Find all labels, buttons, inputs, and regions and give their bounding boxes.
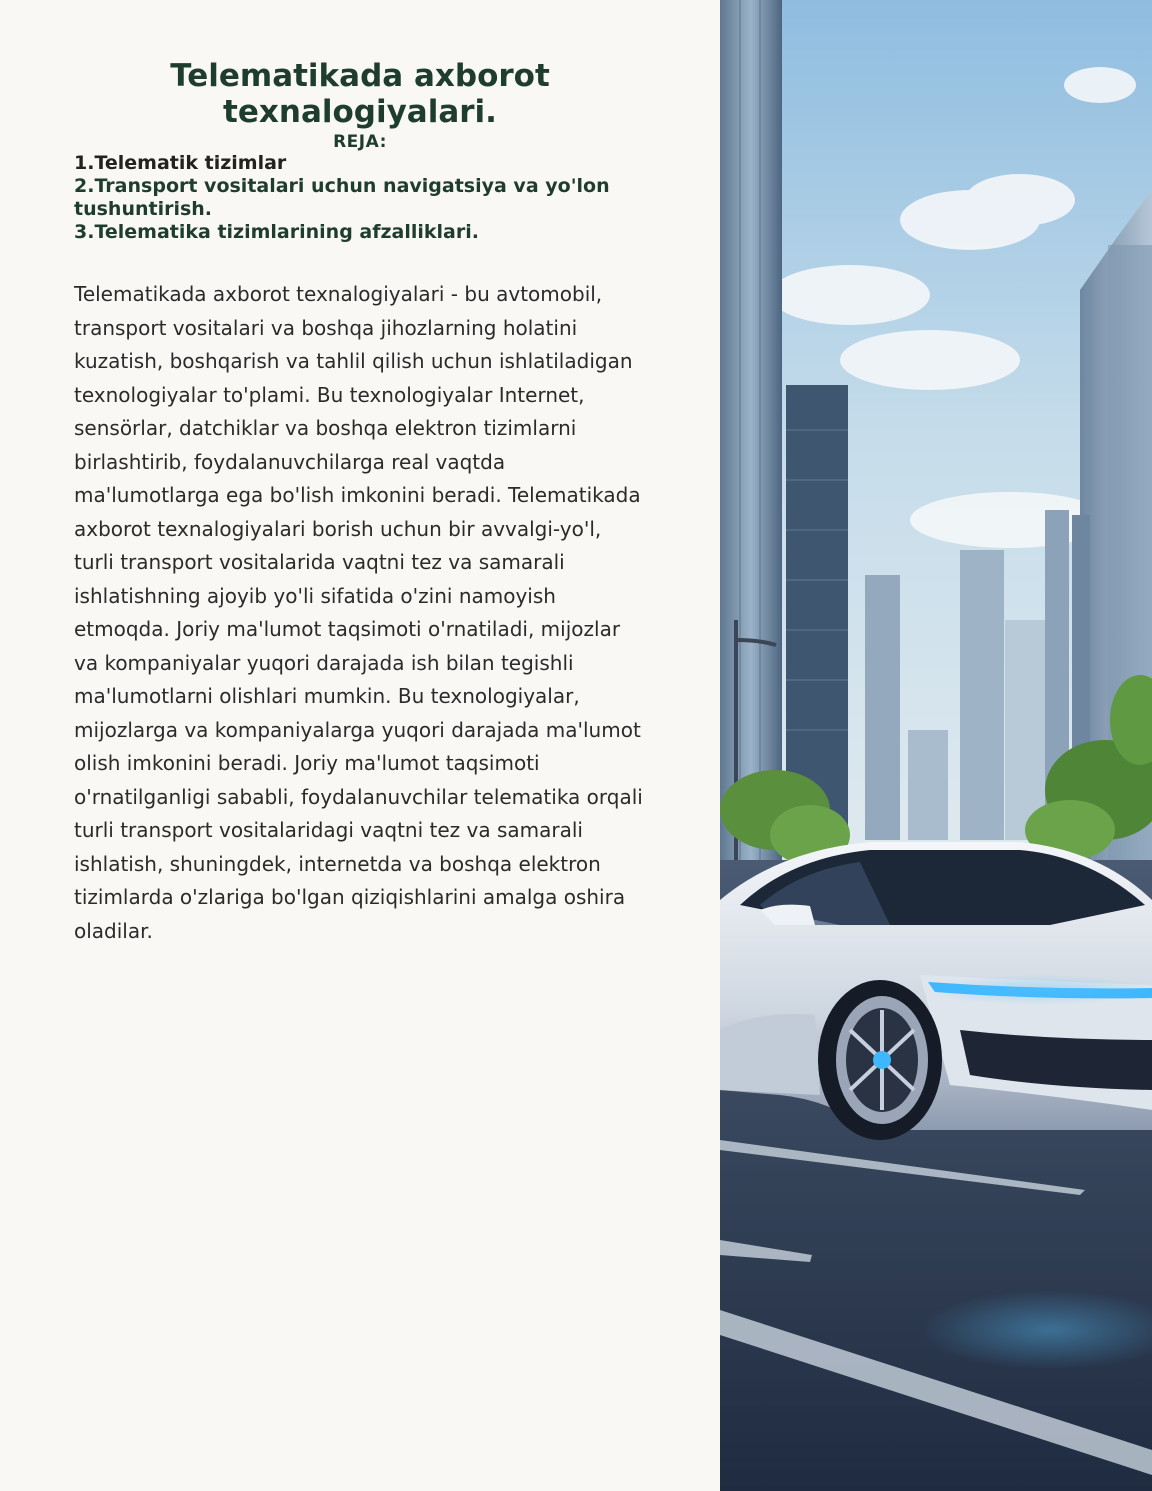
plan-heading: REJA:	[333, 132, 387, 152]
city-car-illustration	[720, 0, 1152, 1491]
body-paragraph: Telematikada axborot texnalogiyalari - bu avtomobil, transport vositalari va boshqa jihozlarning holatini kuzatish, boshqarish va tahlil qilish uchun ishlatiladigan texnologiyalar to'plami. Bu texnologiyalar Internet, sensörlar, datchiklar va boshqa elektron tizimlarni birlashtirib, foydalanuvchilarga real vaqtda ma'lumotlarga ega bo'lish imkonini beradi. Telematikada axborot texnalogiyalari borish uchun bir avvalgi-yo'l, turli transport vositalarida vaqtni tez va samarali ishlatishning ajoyib yo'li sifatida o'zini namoyish etmoqda. Joriy ma'lumot taqsimoti o'rnatiladi, mijozlar va kompaniyalar yuqori darajada ish bilan tegishli ma'lumotlarni olishlari mumkin. Bu texnologiyalar, mijozlarga va kompaniyalarga yuqori darajada ma'lumot olish imkonini beradi. Joriy ma'lumot taqsimoti o'rnatilganligi sababli, foydalanuvchilar telematika orqali turli transport vositalaridagi vaqtni tez va samarali ishlatish, shuningdek, internetda va boshqa elektron tizimlarda o'zlariga bo'lgan qiziqishlarini amalga oshira oladilar.	[74, 282, 643, 943]
front-wheel	[818, 980, 942, 1140]
document-title: Telematikada axborot texnalogiyalari.	[170, 58, 550, 130]
plan-item: 2.Transport vositalari uchun navigatsiya va yo'lon tushuntirish.	[74, 175, 610, 220]
text-column	[74, 58, 646, 948]
plan-item: 3.Telematika tizimlarining afzalliklari.	[74, 221, 479, 243]
tall-tower	[720, 0, 782, 860]
electric-car	[720, 842, 1152, 1140]
plan-item: 1.Telematik tizimlar	[74, 152, 287, 174]
plan-list	[74, 152, 646, 244]
